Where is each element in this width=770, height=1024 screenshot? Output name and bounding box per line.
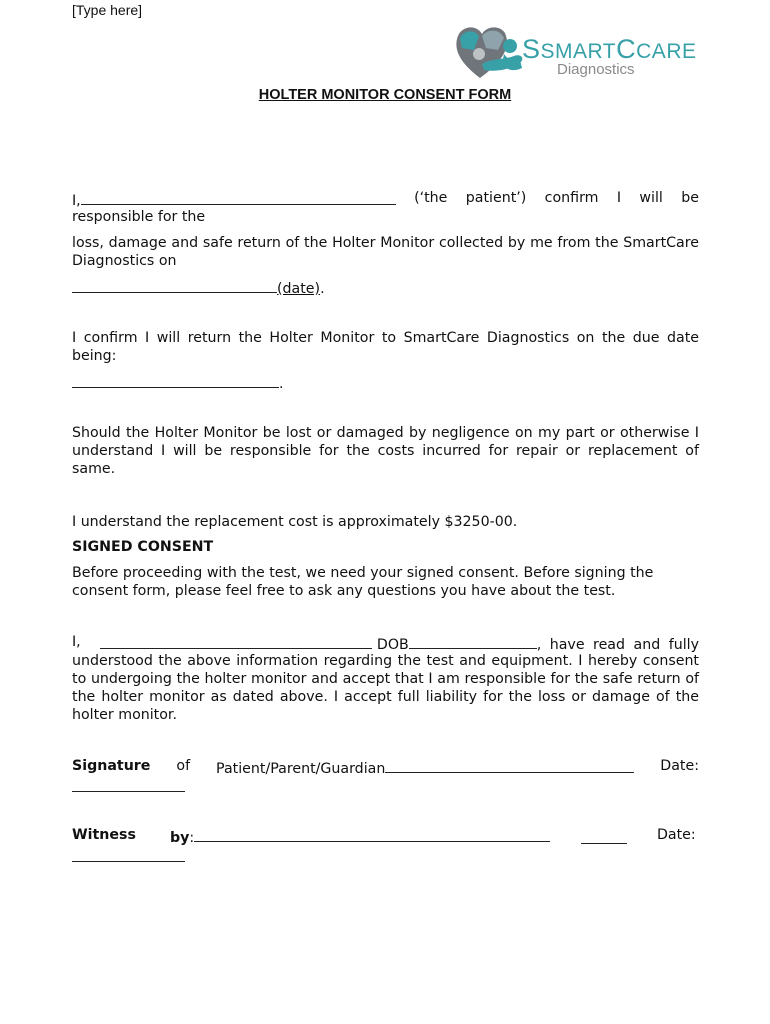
brand-subtitle: Diagnostics	[557, 61, 635, 78]
declaration-name-field[interactable]	[100, 634, 372, 649]
signature-field[interactable]	[385, 758, 634, 773]
word-4: I	[616, 190, 622, 206]
word-5: will	[639, 190, 663, 206]
witness-extra-field[interactable]	[581, 843, 627, 844]
signature-date-field[interactable]	[72, 791, 185, 792]
declaration-body: understood the above information regarding the test and equipment. I hereby consent to undergoing the holter monitor and accept that I am responsible for the safe return of the holter monitor as dated above. I accept full liability for the loss or damage of the holter monitor.	[72, 653, 699, 723]
brand-s: S	[522, 34, 541, 64]
witness-by: by	[170, 830, 190, 846]
signature-label: Signature	[72, 758, 151, 774]
header-placeholder[interactable]: [Type here]	[72, 2, 143, 18]
word-6: be	[681, 190, 699, 206]
dob-field[interactable]	[409, 634, 537, 649]
return-paragraph: I confirm I will return the Holter Monitor to SmartCare Diagnostics on the due date being:	[72, 330, 699, 364]
witness-colon: :	[189, 830, 195, 846]
signature-line	[72, 758, 699, 777]
signature-who-group	[216, 758, 634, 777]
word-2: patient’)	[465, 190, 527, 206]
date-label: (date)	[277, 281, 321, 297]
witness-field[interactable]	[194, 827, 550, 842]
collection-date-line	[72, 278, 699, 298]
date-suffix: .	[320, 281, 325, 297]
signed-consent-intro: Before proceeding with the test, we need your signed consent. Before signing the consent form, please feel free to ask any questions you have about the test.	[72, 565, 654, 599]
declaration-prefix: I,	[72, 634, 81, 650]
signature-who: Patient/Parent/Guardian	[216, 761, 386, 777]
return-date-line	[72, 373, 699, 393]
signature-of: of	[176, 758, 191, 774]
witness-label: Witness	[72, 827, 136, 843]
word-1: (‘the	[414, 190, 448, 206]
signature-date-label: Date:	[660, 758, 699, 774]
form-title: HOLTER MONITOR CONSENT FORM	[258, 87, 512, 103]
brand-c: C	[616, 34, 637, 64]
word-3: confirm	[544, 190, 599, 206]
collection-date-field[interactable]	[72, 278, 277, 293]
replacement-cost-text: I understand the replacement cost is approximately $3250-00.	[72, 514, 518, 530]
return-date-field[interactable]	[72, 373, 279, 388]
witness-date-label: Date:	[657, 827, 696, 843]
witness-by-group	[170, 827, 550, 846]
loss-damage-paragraph: loss, damage and safe return of the Holter Monitor collected by me from the SmartCare Diagnostics on	[72, 235, 699, 269]
dob-label: DOB	[376, 637, 409, 653]
return-suffix: .	[279, 376, 284, 392]
patient-line-continuation: responsible for the	[72, 209, 206, 225]
brand-smart: SMART	[540, 40, 617, 63]
brand-care: CARE	[636, 40, 697, 63]
patient-prefix: I,	[72, 193, 81, 209]
patient-confirm-line	[72, 190, 699, 209]
patient-name-field[interactable]	[81, 190, 396, 205]
negligence-paragraph: Should the Holter Monitor be lost or damaged by negligence on my part or otherwise I understand I will be responsible for the costs incurred for repair or replacement of same.	[72, 425, 699, 477]
witness-date-field[interactable]	[72, 861, 185, 862]
patient-name-group	[72, 190, 396, 209]
declaration-line	[72, 634, 699, 653]
after-dob-text: , have read and fully	[536, 637, 699, 653]
signed-consent-heading: SIGNED CONSENT	[72, 539, 214, 555]
declaration-name-group	[100, 634, 699, 653]
